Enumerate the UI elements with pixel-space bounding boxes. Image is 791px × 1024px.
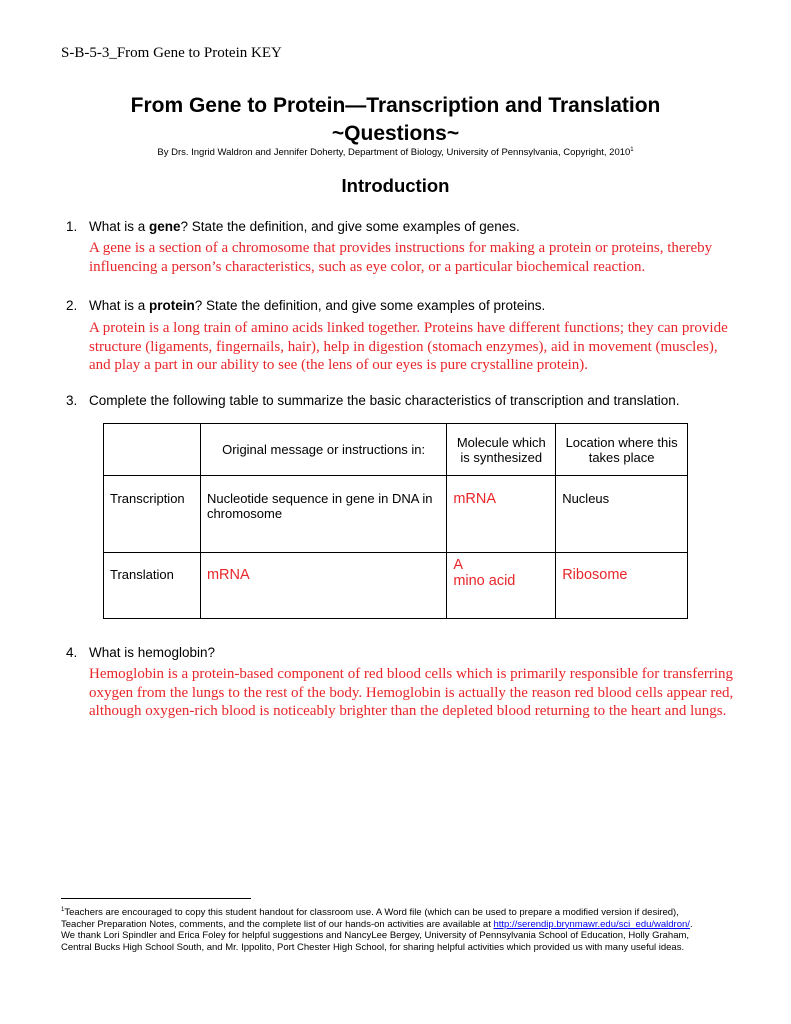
question-3 [66, 393, 680, 408]
question-keyword: protein [149, 298, 195, 313]
question-text: What is a [89, 298, 150, 313]
question-text: ? State the definition, and give some examples of genes. [180, 219, 520, 234]
molecule-cell [447, 476, 556, 553]
table-header-cell [104, 424, 201, 476]
footnote-period: . [689, 918, 693, 930]
question-2 [66, 298, 545, 313]
molecule-answer: mRNA [453, 491, 497, 507]
question-number: 4. [66, 645, 78, 660]
question-1 [66, 219, 520, 234]
question-text: What is hemoglobin? [89, 645, 216, 660]
question-4 [66, 645, 215, 660]
molecule-cell [447, 553, 556, 619]
table-header-cell: Original message or instructions in: [200, 424, 446, 476]
waldron-link[interactable]: http://serendip.brynmawr.edu/sci_edu/waldron/ [493, 918, 690, 930]
table-header-row [104, 424, 688, 476]
process-cell [104, 553, 201, 619]
page-title [0, 92, 791, 148]
molecule-answer-line-2: mino acid [453, 573, 516, 589]
answer-1: A gene is a section of a chromosome that provides instructions for making a protein or proteins, thereby influencing a person’s characteristics, such as eye color, or a particular biochemical reaction. [89, 240, 713, 275]
original-message-cell [200, 553, 446, 619]
byline [0, 147, 791, 158]
question-keyword: gene [149, 219, 181, 234]
molecule-answer-line-1: A [453, 557, 463, 573]
original-message-cell: Nucleotide sequence in gene in DNA in chromosome [200, 476, 446, 553]
question-number: 2. [66, 298, 78, 313]
table-row [104, 553, 688, 619]
location-cell: Nucleus [556, 476, 688, 553]
footnote-text: Teachers are encouraged to copy this student handout for classroom use. A Word file (which can be used to prepare a modified version if desired), Teacher Preparation Notes, comments, and the complete list of our hands-on activities are available at [61, 907, 679, 930]
table-row [104, 476, 688, 553]
question-number: 3. [66, 393, 78, 408]
table-header-cell: Location where this takes place [556, 424, 688, 476]
footnote-paragraph-1 [61, 905, 711, 930]
header-note: S-B-5-3_From Gene to Protein KEY [61, 45, 282, 61]
process-label: Translation [110, 567, 174, 582]
byline-text: By Drs. Ingrid Waldron and Jennifer Doherty, Department of Biology, University of Pennsylvania, Copyright, 2010 [157, 147, 631, 159]
question-number: 1. [66, 219, 78, 234]
answer-2: A protein is a long train of amino acids linked together. Proteins have different functions; they can provide structure (ligaments, fingernails, hair), help in digestion (stomach enzymes), aid in movement (muscles), and play a part in our ability to see (the lens of our eyes is pure crystalline protein). [89, 320, 728, 373]
footnote [61, 905, 711, 953]
title-line-1: From Gene to Protein—Transcription and Translation [130, 94, 661, 117]
process-cell: Transcription [104, 476, 201, 553]
summary-table [103, 423, 688, 619]
footnote-divider [61, 898, 251, 899]
footnote-paragraph-2: We thank Lori Spindler and Erica Foley for helpful suggestions and NancyLee Bergey, University of Pennsylvania School of Education, Holly Graham, Central Bucks High School South, and Mr. Ippolito, Port Chester High School, for sharing helpful activities which provided us with many useful ideas. [61, 930, 690, 953]
question-text: What is a [89, 219, 150, 234]
title-line-2: ~Questions~ [331, 122, 460, 145]
table-header-cell: Molecule which is synthesized [447, 424, 556, 476]
question-text: Complete the following table to summarize the basic characteristics of transcription and translation. [89, 393, 680, 408]
section-heading: Introduction [341, 175, 450, 196]
answer-4: Hemoglobin is a protein-based component of red blood cells which is primarily responsible for transferring oxygen from the lungs to the rest of the body. Hemoglobin is actually the reason red blood cells appear red, although oxygen-rich blood is noticeably brighter than the depleted blood returning to the heart and lungs. [89, 666, 734, 719]
footnote-marker: 1 [61, 907, 65, 913]
location-answer: Ribosome [562, 567, 628, 583]
question-text: ? State the definition, and give some examples of proteins. [194, 298, 546, 313]
location-cell [556, 553, 688, 619]
byline-footnote-ref[interactable]: 1 [630, 147, 634, 153]
original-answer: mRNA [206, 567, 250, 583]
